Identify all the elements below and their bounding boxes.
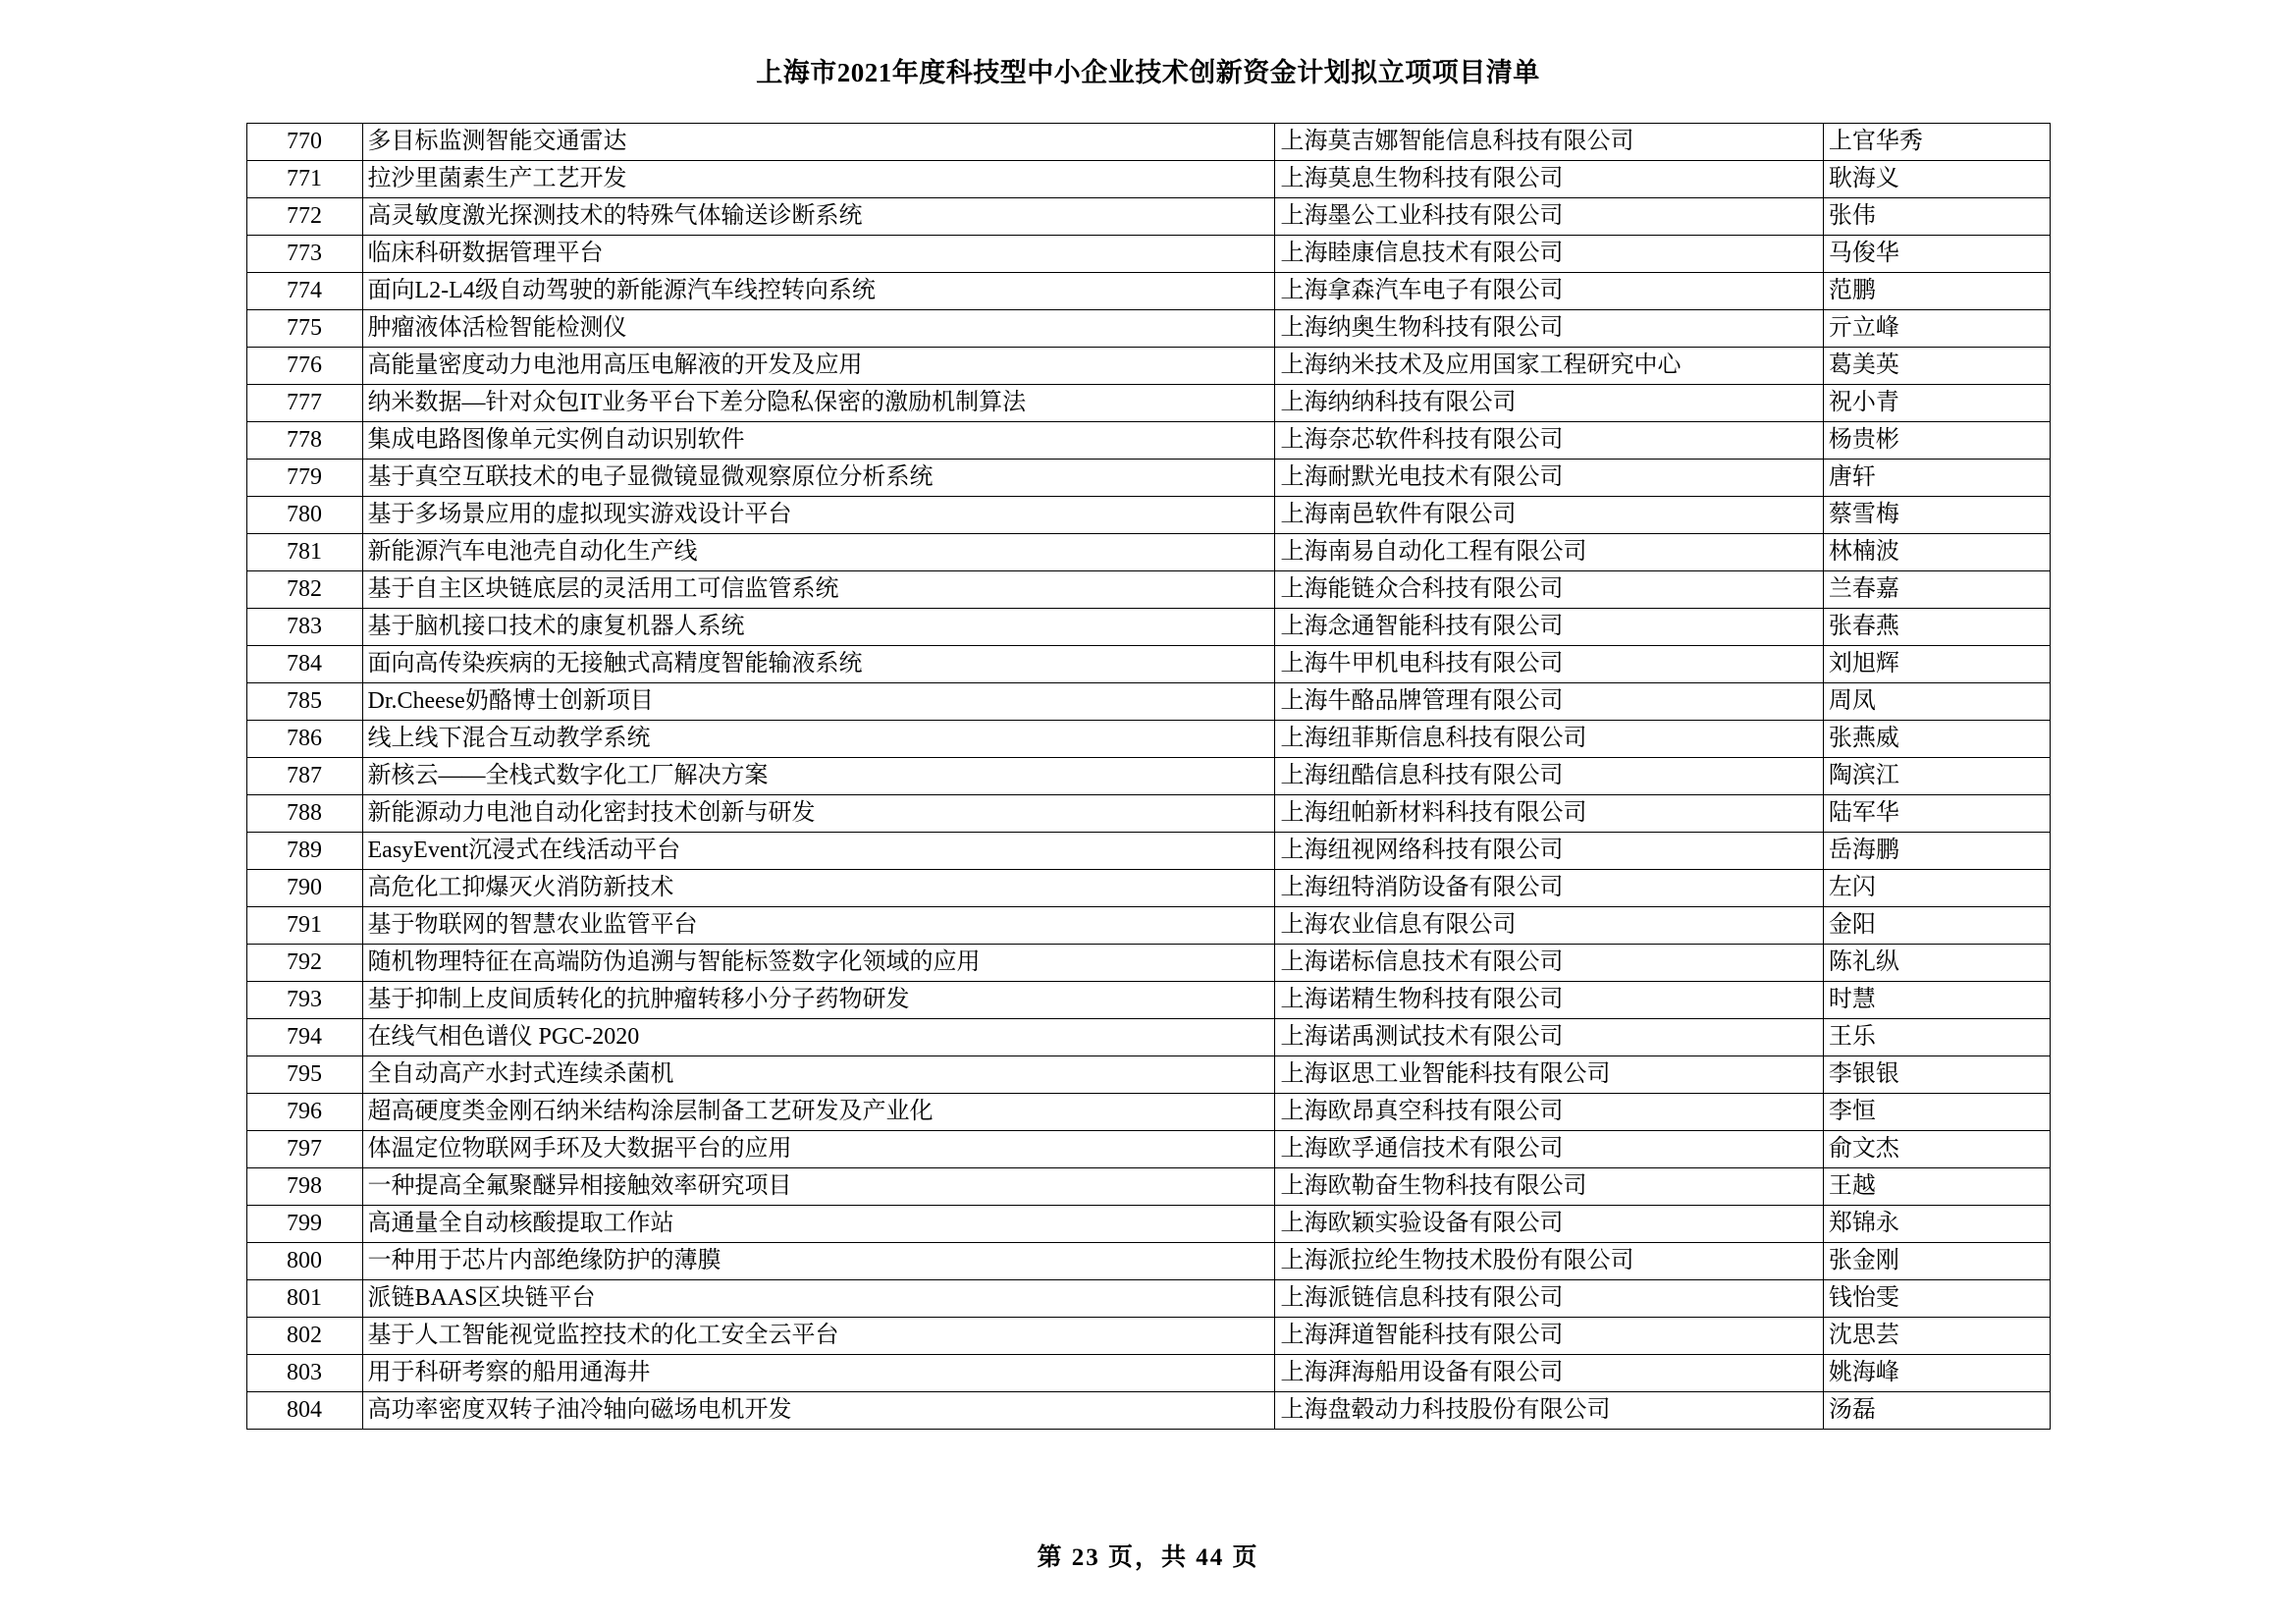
row-company-name: 上海纽酷信息科技有限公司 bbox=[1275, 758, 1823, 795]
table-row bbox=[246, 198, 2050, 236]
row-contact-person: 李恒 bbox=[1823, 1094, 2050, 1131]
row-project-name: 面向高传染疾病的无接触式高精度智能输液系统 bbox=[362, 646, 1275, 683]
row-contact-person: 葛美英 bbox=[1823, 348, 2050, 385]
row-company-name: 上海纳奥生物科技有限公司 bbox=[1275, 310, 1823, 348]
row-project-name: 线上线下混合互动教学系统 bbox=[362, 721, 1275, 758]
row-number: 779 bbox=[246, 460, 362, 497]
row-number: 799 bbox=[246, 1206, 362, 1243]
row-number: 800 bbox=[246, 1243, 362, 1280]
row-contact-person: 时慧 bbox=[1823, 982, 2050, 1019]
row-contact-person: 陶滨江 bbox=[1823, 758, 2050, 795]
row-contact-person: 蔡雪梅 bbox=[1823, 497, 2050, 534]
row-project-name: 纳米数据—针对众包IT业务平台下差分隐私保密的激励机制算法 bbox=[362, 385, 1275, 422]
row-contact-person: 岳海鹏 bbox=[1823, 833, 2050, 870]
table-row bbox=[246, 161, 2050, 198]
table-row bbox=[246, 1318, 2050, 1355]
row-number: 772 bbox=[246, 198, 362, 236]
row-number: 793 bbox=[246, 982, 362, 1019]
row-number: 774 bbox=[246, 273, 362, 310]
row-number: 792 bbox=[246, 945, 362, 982]
row-company-name: 上海纽视网络科技有限公司 bbox=[1275, 833, 1823, 870]
row-project-name: 肿瘤液体活检智能检测仪 bbox=[362, 310, 1275, 348]
table-row bbox=[246, 1280, 2050, 1318]
row-project-name: 用于科研考察的船用通海井 bbox=[362, 1355, 1275, 1392]
row-company-name: 上海欧颖实验设备有限公司 bbox=[1275, 1206, 1823, 1243]
row-project-name: 在线气相色谱仪 PGC-2020 bbox=[362, 1019, 1275, 1056]
row-contact-person: 唐轩 bbox=[1823, 460, 2050, 497]
row-project-name: 集成电路图像单元实例自动识别软件 bbox=[362, 422, 1275, 460]
row-project-name: 派链BAAS区块链平台 bbox=[362, 1280, 1275, 1318]
row-company-name: 上海南邑软件有限公司 bbox=[1275, 497, 1823, 534]
row-project-name: 随机物理特征在高端防伪追溯与智能标签数字化领域的应用 bbox=[362, 945, 1275, 982]
row-contact-person: 王越 bbox=[1823, 1168, 2050, 1206]
row-contact-person: 左闪 bbox=[1823, 870, 2050, 907]
row-number: 804 bbox=[246, 1392, 362, 1430]
row-contact-person: 耿海义 bbox=[1823, 161, 2050, 198]
row-contact-person: 王乐 bbox=[1823, 1019, 2050, 1056]
table-row bbox=[246, 1355, 2050, 1392]
table-row bbox=[246, 571, 2050, 609]
row-contact-person: 马俊华 bbox=[1823, 236, 2050, 273]
row-company-name: 上海欧孚通信技术有限公司 bbox=[1275, 1131, 1823, 1168]
row-project-name: 高能量密度动力电池用高压电解液的开发及应用 bbox=[362, 348, 1275, 385]
row-contact-person: 刘旭辉 bbox=[1823, 646, 2050, 683]
row-project-name: 高危化工抑爆灭火消防新技术 bbox=[362, 870, 1275, 907]
row-contact-person: 郑锦永 bbox=[1823, 1206, 2050, 1243]
table-row bbox=[246, 124, 2050, 161]
table-row bbox=[246, 422, 2050, 460]
row-project-name: 体温定位物联网手环及大数据平台的应用 bbox=[362, 1131, 1275, 1168]
table-row bbox=[246, 721, 2050, 758]
row-number: 788 bbox=[246, 795, 362, 833]
row-company-name: 上海牛酪品牌管理有限公司 bbox=[1275, 683, 1823, 721]
row-company-name: 上海诺禹测试技术有限公司 bbox=[1275, 1019, 1823, 1056]
row-company-name: 上海讴思工业智能科技有限公司 bbox=[1275, 1056, 1823, 1094]
row-company-name: 上海念通智能科技有限公司 bbox=[1275, 609, 1823, 646]
table-row bbox=[246, 1094, 2050, 1131]
row-number: 803 bbox=[246, 1355, 362, 1392]
table-row bbox=[246, 1206, 2050, 1243]
row-project-name: 新能源汽车电池壳自动化生产线 bbox=[362, 534, 1275, 571]
table-row bbox=[246, 683, 2050, 721]
row-project-name: 新能源动力电池自动化密封技术创新与研发 bbox=[362, 795, 1275, 833]
table-row bbox=[246, 907, 2050, 945]
row-number: 796 bbox=[246, 1094, 362, 1131]
table-row bbox=[246, 1168, 2050, 1206]
row-contact-person: 张燕威 bbox=[1823, 721, 2050, 758]
row-company-name: 上海耐默光电技术有限公司 bbox=[1275, 460, 1823, 497]
row-company-name: 上海欧勒奋生物科技有限公司 bbox=[1275, 1168, 1823, 1206]
table-row bbox=[246, 1392, 2050, 1430]
row-project-name: 基于自主区块链底层的灵活用工可信监管系统 bbox=[362, 571, 1275, 609]
row-company-name: 上海诺精生物科技有限公司 bbox=[1275, 982, 1823, 1019]
row-contact-person: 上官华秀 bbox=[1823, 124, 2050, 161]
row-company-name: 上海派拉纶生物技术股份有限公司 bbox=[1275, 1243, 1823, 1280]
table-row bbox=[246, 236, 2050, 273]
row-project-name: 基于物联网的智慧农业监管平台 bbox=[362, 907, 1275, 945]
project-listing-table bbox=[246, 123, 2051, 1430]
row-number: 802 bbox=[246, 1318, 362, 1355]
table-row bbox=[246, 758, 2050, 795]
row-company-name: 上海能链众合科技有限公司 bbox=[1275, 571, 1823, 609]
row-company-name: 上海湃道智能科技有限公司 bbox=[1275, 1318, 1823, 1355]
table-row bbox=[246, 348, 2050, 385]
row-number: 775 bbox=[246, 310, 362, 348]
row-number: 771 bbox=[246, 161, 362, 198]
row-company-name: 上海拿森汽车电子有限公司 bbox=[1275, 273, 1823, 310]
table-row bbox=[246, 1243, 2050, 1280]
row-contact-person: 范鹏 bbox=[1823, 273, 2050, 310]
row-company-name: 上海纽特消防设备有限公司 bbox=[1275, 870, 1823, 907]
row-contact-person: 钱怡雯 bbox=[1823, 1280, 2050, 1318]
row-contact-person: 林楠波 bbox=[1823, 534, 2050, 571]
row-contact-person: 姚海峰 bbox=[1823, 1355, 2050, 1392]
row-contact-person: 张春燕 bbox=[1823, 609, 2050, 646]
row-contact-person: 杨贵彬 bbox=[1823, 422, 2050, 460]
table-row bbox=[246, 1019, 2050, 1056]
row-company-name: 上海纽菲斯信息科技有限公司 bbox=[1275, 721, 1823, 758]
row-number: 795 bbox=[246, 1056, 362, 1094]
row-number: 782 bbox=[246, 571, 362, 609]
row-project-name: 基于真空互联技术的电子显微镜显微观察原位分析系统 bbox=[362, 460, 1275, 497]
row-project-name: 临床科研数据管理平台 bbox=[362, 236, 1275, 273]
row-company-name: 上海湃海船用设备有限公司 bbox=[1275, 1355, 1823, 1392]
row-project-name: 多目标监测智能交通雷达 bbox=[362, 124, 1275, 161]
table-row bbox=[246, 609, 2050, 646]
row-number: 777 bbox=[246, 385, 362, 422]
row-company-name: 上海睦康信息技术有限公司 bbox=[1275, 236, 1823, 273]
row-contact-person: 金阳 bbox=[1823, 907, 2050, 945]
row-company-name: 上海莫息生物科技有限公司 bbox=[1275, 161, 1823, 198]
row-contact-person: 周凤 bbox=[1823, 683, 2050, 721]
row-company-name: 上海纳米技术及应用国家工程研究中心 bbox=[1275, 348, 1823, 385]
row-contact-person: 俞文杰 bbox=[1823, 1131, 2050, 1168]
row-contact-person: 兰春嘉 bbox=[1823, 571, 2050, 609]
row-company-name: 上海莫吉娜智能信息科技有限公司 bbox=[1275, 124, 1823, 161]
row-project-name: 基于人工智能视觉监控技术的化工安全云平台 bbox=[362, 1318, 1275, 1355]
table-row bbox=[246, 646, 2050, 683]
table-row bbox=[246, 833, 2050, 870]
table-row bbox=[246, 497, 2050, 534]
row-number: 789 bbox=[246, 833, 362, 870]
table-body bbox=[246, 124, 2050, 1430]
page-footer: 第 23 页，共 44 页 bbox=[1037, 1544, 1259, 1571]
table-row bbox=[246, 1056, 2050, 1094]
row-project-name: 基于脑机接口技术的康复机器人系统 bbox=[362, 609, 1275, 646]
row-project-name: 新核云——全栈式数字化工厂解决方案 bbox=[362, 758, 1275, 795]
row-number: 794 bbox=[246, 1019, 362, 1056]
row-project-name: 基于抑制上皮间质转化的抗肿瘤转移小分子药物研发 bbox=[362, 982, 1275, 1019]
row-project-name: Dr.Cheese奶酪博士创新项目 bbox=[362, 683, 1275, 721]
table-row bbox=[246, 982, 2050, 1019]
row-company-name: 上海牛甲机电科技有限公司 bbox=[1275, 646, 1823, 683]
row-number: 770 bbox=[246, 124, 362, 161]
table-row bbox=[246, 310, 2050, 348]
row-company-name: 上海派链信息科技有限公司 bbox=[1275, 1280, 1823, 1318]
row-company-name: 上海诺标信息技术有限公司 bbox=[1275, 945, 1823, 982]
row-company-name: 上海盘毂动力科技股份有限公司 bbox=[1275, 1392, 1823, 1430]
row-project-name: 基于多场景应用的虚拟现实游戏设计平台 bbox=[362, 497, 1275, 534]
row-company-name: 上海纽帕新材料科技有限公司 bbox=[1275, 795, 1823, 833]
row-contact-person: 汤磊 bbox=[1823, 1392, 2050, 1430]
table-row bbox=[246, 460, 2050, 497]
row-company-name: 上海墨公工业科技有限公司 bbox=[1275, 198, 1823, 236]
row-project-name: 高通量全自动核酸提取工作站 bbox=[362, 1206, 1275, 1243]
row-company-name: 上海欧昂真空科技有限公司 bbox=[1275, 1094, 1823, 1131]
row-number: 780 bbox=[246, 497, 362, 534]
row-number: 785 bbox=[246, 683, 362, 721]
row-company-name: 上海纳纳科技有限公司 bbox=[1275, 385, 1823, 422]
row-contact-person: 张伟 bbox=[1823, 198, 2050, 236]
row-project-name: 面向L2-L4级自动驾驶的新能源汽车线控转向系统 bbox=[362, 273, 1275, 310]
row-number: 778 bbox=[246, 422, 362, 460]
row-number: 798 bbox=[246, 1168, 362, 1206]
row-project-name: EasyEvent沉浸式在线活动平台 bbox=[362, 833, 1275, 870]
row-company-name: 上海奈芯软件科技有限公司 bbox=[1275, 422, 1823, 460]
row-number: 776 bbox=[246, 348, 362, 385]
row-contact-person: 李银银 bbox=[1823, 1056, 2050, 1094]
row-project-name: 拉沙里菌素生产工艺开发 bbox=[362, 161, 1275, 198]
row-number: 797 bbox=[246, 1131, 362, 1168]
row-company-name: 上海农业信息有限公司 bbox=[1275, 907, 1823, 945]
row-project-name: 一种提高全氟聚醚异相接触效率研究项目 bbox=[362, 1168, 1275, 1206]
table-row bbox=[246, 795, 2050, 833]
table-row bbox=[246, 945, 2050, 982]
row-project-name: 高灵敏度激光探测技术的特殊气体输送诊断系统 bbox=[362, 198, 1275, 236]
table-row bbox=[246, 534, 2050, 571]
row-number: 773 bbox=[246, 236, 362, 273]
row-number: 801 bbox=[246, 1280, 362, 1318]
row-project-name: 高功率密度双转子油冷轴向磁场电机开发 bbox=[362, 1392, 1275, 1430]
row-project-name: 全自动高产水封式连续杀菌机 bbox=[362, 1056, 1275, 1094]
row-contact-person: 张金刚 bbox=[1823, 1243, 2050, 1280]
row-number: 787 bbox=[246, 758, 362, 795]
table-row bbox=[246, 1131, 2050, 1168]
row-project-name: 超高硬度类金刚石纳米结构涂层制备工艺研发及产业化 bbox=[362, 1094, 1275, 1131]
row-number: 790 bbox=[246, 870, 362, 907]
row-contact-person: 沈思芸 bbox=[1823, 1318, 2050, 1355]
row-contact-person: 陈礼纵 bbox=[1823, 945, 2050, 982]
page-title: 上海市2021年度科技型中小企业技术创新资金计划拟立项项目清单 bbox=[756, 58, 1540, 87]
row-number: 781 bbox=[246, 534, 362, 571]
row-number: 791 bbox=[246, 907, 362, 945]
row-contact-person: 陆军华 bbox=[1823, 795, 2050, 833]
row-company-name: 上海南易自动化工程有限公司 bbox=[1275, 534, 1823, 571]
row-number: 786 bbox=[246, 721, 362, 758]
table-row bbox=[246, 385, 2050, 422]
row-number: 783 bbox=[246, 609, 362, 646]
row-number: 784 bbox=[246, 646, 362, 683]
table-row bbox=[246, 870, 2050, 907]
row-contact-person: 祝小青 bbox=[1823, 385, 2050, 422]
row-contact-person: 亓立峰 bbox=[1823, 310, 2050, 348]
table-row bbox=[246, 273, 2050, 310]
row-project-name: 一种用于芯片内部绝缘防护的薄膜 bbox=[362, 1243, 1275, 1280]
